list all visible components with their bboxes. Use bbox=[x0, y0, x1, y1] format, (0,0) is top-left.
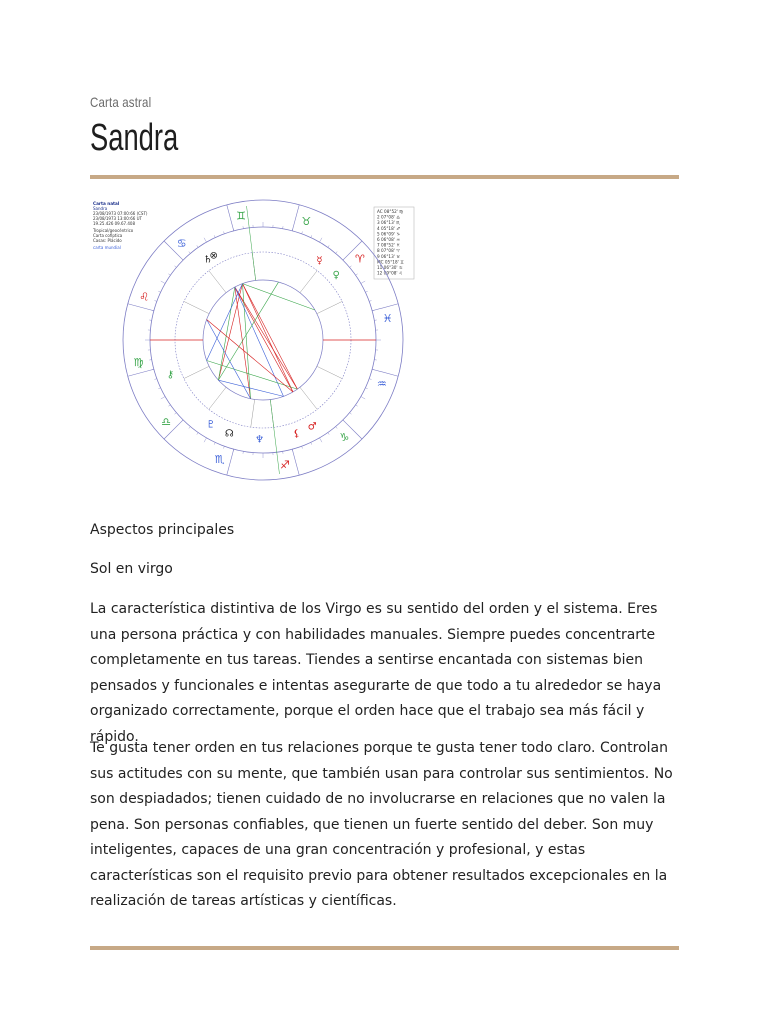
houses-table-row: 8 07°08' ♈ bbox=[377, 248, 400, 254]
section-subtitle: Sol en virgo bbox=[90, 561, 173, 577]
zodiac-glyph: ♓ bbox=[382, 312, 393, 326]
zodiac-glyph: ♒ bbox=[376, 377, 387, 391]
chart-info-line-1: Sandra bbox=[93, 206, 108, 211]
sign-divider bbox=[227, 205, 234, 231]
aspect-line bbox=[218, 380, 283, 396]
chart-info-line-3: 23/08/1973 13:00:66 UT bbox=[93, 216, 142, 221]
planet-glyph: ⚸ bbox=[293, 428, 301, 440]
planet-glyph: ♄ bbox=[203, 254, 213, 266]
aspect-line bbox=[207, 319, 251, 398]
house-cusp bbox=[317, 301, 342, 313]
paragraph: La característica distintiva de los Virgo es su sentido del orden y el sistema. Eres una persona práctica y con habilidades manuales. Siempre puedes concentrarte completamente en tus tareas. Tiendes a sentirse encantada con sistemas bien pensados y funcionales e intentas asegurarte de que todo a tu alrededor se haya organizado correctamente, porque el orden hace que el trabajo sea más fácil y rápido. bbox=[90, 601, 662, 745]
planet-glyph: ♀ bbox=[332, 270, 340, 282]
house-cusp bbox=[300, 271, 317, 293]
houses-table bbox=[374, 207, 414, 279]
chart-info-line-8: carta mundial bbox=[93, 245, 121, 250]
aspect-line bbox=[207, 284, 243, 361]
top-divider bbox=[90, 175, 679, 179]
paragraph: Te gusta tener orden en tus relaciones porque te gusta tener todo claro. Controlan sus actitudes con su mente, que también usan para controlar sus sentimientos. No son despiadados; tienen cuidado de no involucrarse en relaciones que no valen la pena. Son personas confiables, que tienen un fuerte sentido del deber. Son muy inteligentes, capaces de una gran concentración y profesional, y estas características son el requisito previo para obtener resultados excepcionales en la realización de tareas artísticas y científicas. bbox=[90, 740, 673, 909]
house-cusp bbox=[251, 399, 255, 427]
zodiac-glyph: ♏ bbox=[214, 452, 225, 466]
sign-divider bbox=[128, 369, 154, 376]
zodiac-glyph: ♈ bbox=[354, 252, 365, 266]
chart-info-line-0: Carta natal bbox=[93, 201, 120, 206]
planet-glyph: ☿ bbox=[316, 255, 323, 267]
house-cusp bbox=[300, 387, 317, 409]
sign-divider bbox=[372, 369, 398, 376]
natal-chart-svg bbox=[90, 197, 420, 497]
planet-glyph: ⊗ bbox=[209, 250, 218, 262]
zodiac-glyph: ♋ bbox=[176, 237, 187, 251]
inner-ring bbox=[203, 280, 323, 400]
zodiac-glyph: ♑ bbox=[339, 430, 350, 444]
bottom-divider bbox=[90, 946, 679, 950]
planet-glyph: ♇ bbox=[206, 419, 216, 431]
house-cusp bbox=[184, 366, 209, 378]
houses-table-row: 2 07°08' ♎ bbox=[377, 214, 400, 220]
zodiac-glyph: ♊ bbox=[236, 209, 246, 223]
chart-info-line-6: Carta cofiptica bbox=[93, 233, 123, 238]
zodiac-glyph: ♌ bbox=[139, 290, 150, 304]
houses-table-row: 9 06°13' ♉ bbox=[377, 253, 400, 259]
houses-table-row: 5 06°09' ♑ bbox=[377, 231, 400, 237]
house-cusp bbox=[317, 366, 342, 378]
houses-table-row: 7 08°52' ♓ bbox=[377, 242, 400, 248]
page-kicker: Carta astral bbox=[90, 94, 152, 110]
houses-table-row: AC 08°52' ♍ bbox=[377, 209, 404, 214]
houses-table-row: 11 06°30' ♋ bbox=[377, 265, 403, 270]
planet-glyph: ⚷ bbox=[166, 369, 175, 381]
house-cusp bbox=[209, 271, 226, 293]
sign-divider bbox=[227, 449, 234, 475]
chart-info-line-5: Tropical/geocéntrico bbox=[93, 228, 134, 233]
houses-table-row: 4 05°18' ♐ bbox=[377, 225, 400, 231]
zodiac-glyph: ♉ bbox=[301, 215, 312, 229]
natal-chart-image bbox=[90, 197, 420, 497]
zodiac-glyph: ♐ bbox=[280, 458, 290, 472]
aspect-line bbox=[242, 284, 250, 399]
sign-divider bbox=[128, 304, 154, 311]
chart-info-line-7: Casas: Plácido bbox=[93, 238, 122, 243]
aspect-line bbox=[242, 284, 297, 390]
house-cusp bbox=[209, 387, 226, 409]
sign-divider bbox=[292, 449, 299, 475]
page-title: Sandra bbox=[90, 117, 179, 159]
houses-table-row: 6 06°08' ♒ bbox=[377, 237, 400, 242]
sign-divider bbox=[372, 304, 398, 311]
zodiac-glyph: ♍ bbox=[133, 355, 144, 369]
houses-table-row: MC 05°18' ♊ bbox=[377, 259, 404, 265]
aspect-line bbox=[235, 287, 251, 399]
chart-info-line-2: 23/08/1973 07:00:66 (CST) bbox=[93, 211, 148, 216]
planet-glyph: ☊ bbox=[224, 428, 234, 440]
zodiac-glyph: ♎ bbox=[161, 415, 172, 429]
planet-glyph: ♆ bbox=[255, 434, 265, 446]
houses-table-row: 12 09°08' ♌ bbox=[377, 270, 403, 276]
chart-wheel bbox=[123, 200, 403, 480]
houses-table-row: 3 06°13' ♏ bbox=[377, 220, 400, 226]
section-title: Aspectos principales bbox=[90, 522, 235, 538]
chart-info-line-4: 19.25.426 09.67.408 bbox=[93, 221, 135, 226]
chart-info-block bbox=[92, 201, 148, 250]
planet-glyph: ♂ bbox=[307, 421, 317, 433]
house-cusp bbox=[184, 301, 209, 313]
sign-divider bbox=[292, 205, 299, 231]
